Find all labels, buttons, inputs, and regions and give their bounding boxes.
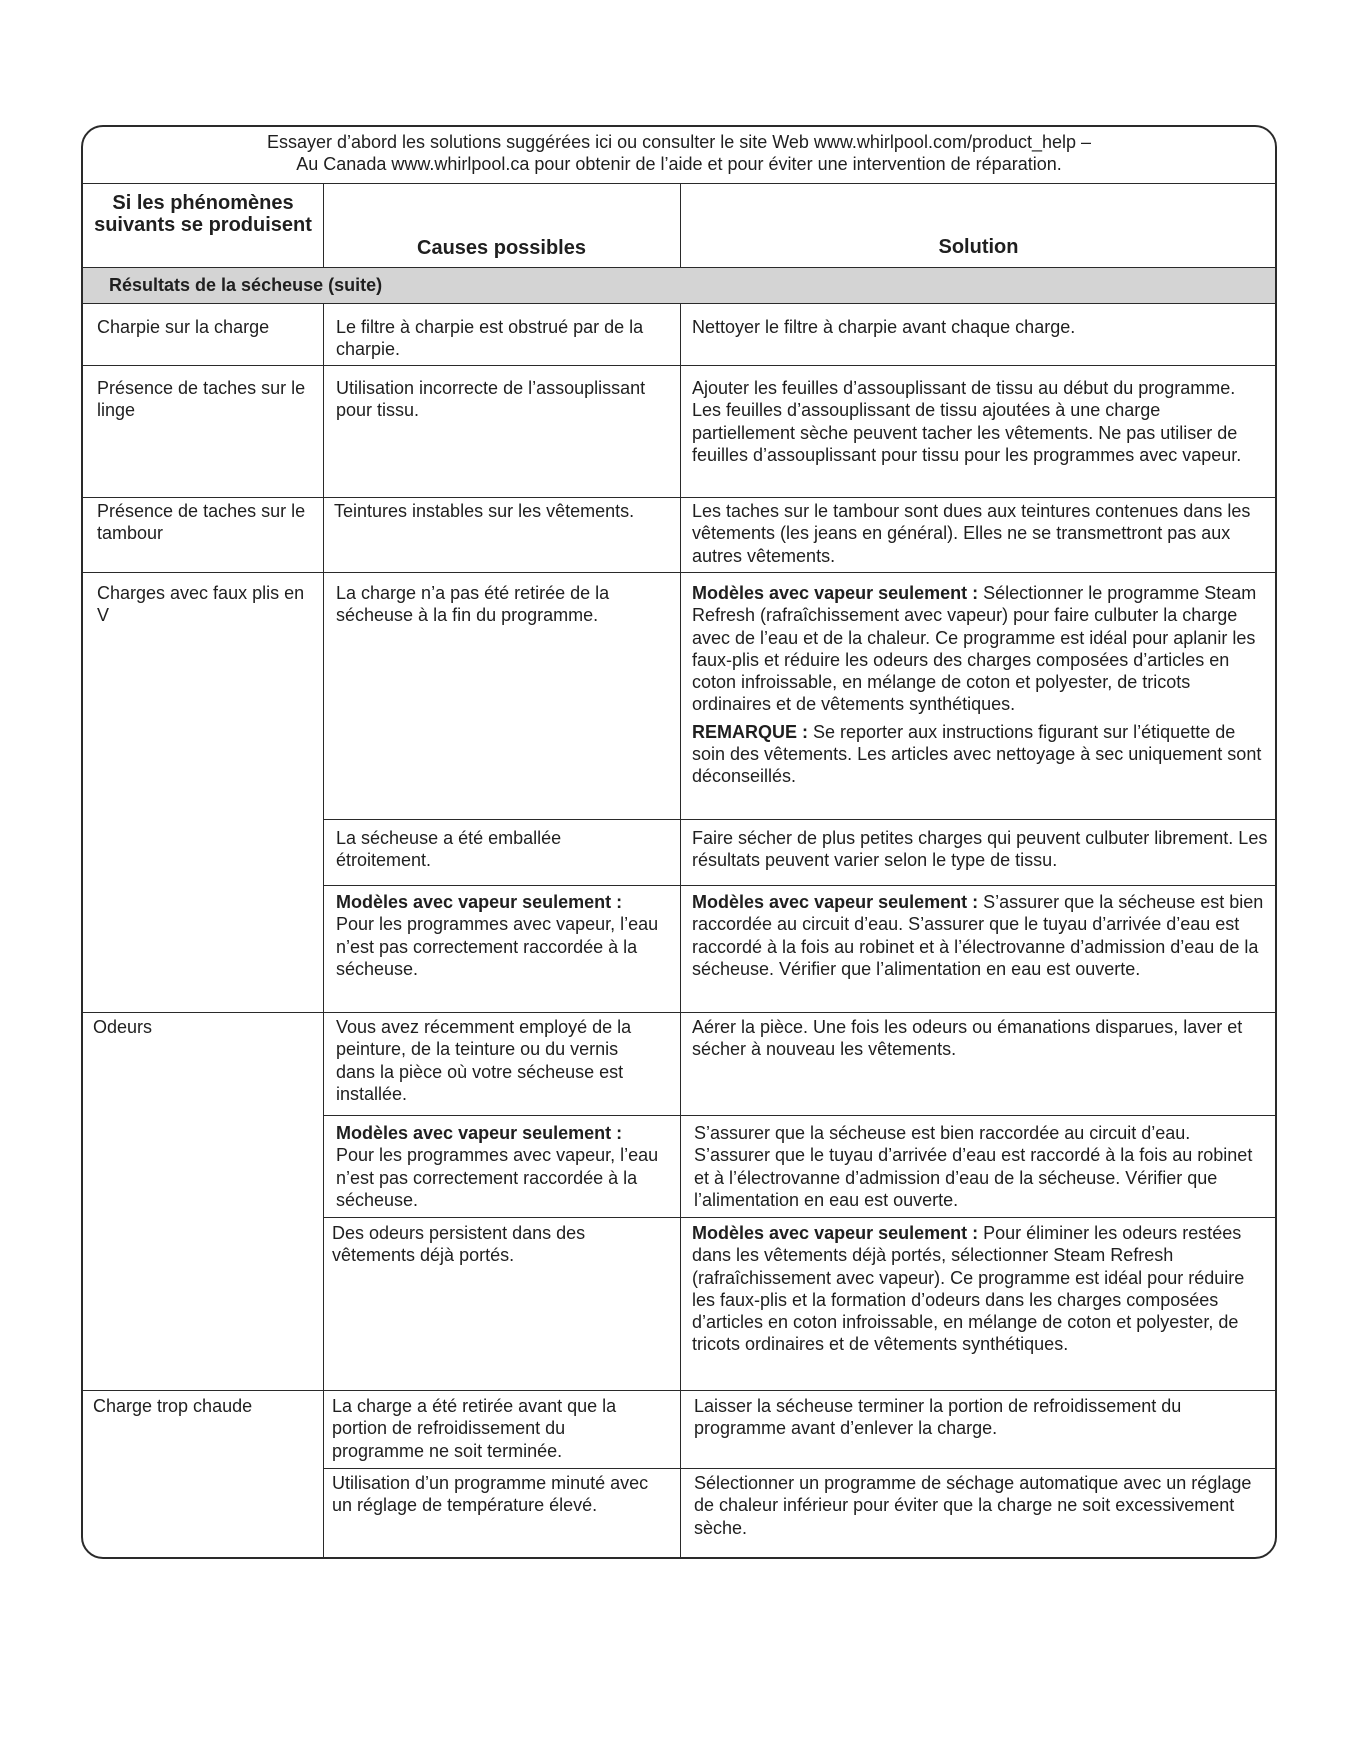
row-divider — [323, 1217, 1277, 1218]
solution-cell: Ajouter les feuilles d’assouplissant de tissu au début du programme. Les feuilles d’assouplissant de tissu ajoutées à une charge partiellement sèche peuvent tacher les vêtements. Ne pas utiliser de feuilles d’assouplissant pour tissu pour les programmes avec vapeur. — [692, 378, 1242, 465]
solution-cell: Laisser la sécheuse terminer la portion de refroidissement du programme avant d’enlever la charge. — [694, 1396, 1182, 1439]
cause-cell: La sécheuse a été emballée étroitement. — [336, 828, 562, 871]
steam-only-label: Modèles avec vapeur seulement : — [692, 1223, 979, 1243]
solution-cell: Nettoyer le filtre à charpie avant chaque charge. — [692, 317, 1076, 337]
intro-line-1: Essayer d’abord les solutions suggérées ici ou consulter le site Web www.whirlpool.com/product_help – — [266, 132, 1092, 152]
row-divider — [323, 1115, 1277, 1116]
solution-cell — [692, 1222, 1272, 1356]
row-divider — [83, 365, 1275, 366]
cause-text: Pour les programmes avec vapeur, l’eau n’est pas correctement raccordée à la sécheuse. — [336, 1145, 659, 1210]
steam-only-label: Modèles avec vapeur seulement : — [692, 892, 979, 912]
intro-text — [83, 127, 1275, 184]
header-problems: Si les phénomènes suivants se produisent — [94, 192, 312, 236]
solution-note — [692, 721, 1272, 788]
cause-cell: La charge a été retirée avant que la portion de refroidissement du programme ne soit terminée. — [332, 1396, 617, 1461]
row-divider — [323, 819, 1277, 820]
solution-cell: S’assurer que la sécheuse est bien raccordée au circuit d’eau. S’assurer que le tuyau d’arrivée d’eau est raccordé à la fois au robinet et à l’électrovanne d’admission d’eau de la sécheuse. Vérifier que l’alimentation en eau est ouverte. — [694, 1123, 1253, 1210]
cause-text: Pour les programmes avec vapeur, l’eau n’est pas correctement raccordée à la sécheuse. — [336, 914, 659, 979]
cause-cell: Utilisation d’un programme minuté avec un réglage de température élevé. — [332, 1473, 649, 1516]
problem-cell: Charge trop chaude — [93, 1396, 253, 1416]
row-divider — [323, 1468, 1277, 1469]
solution-text: Sélectionner le programme Steam Refresh (rafraîchissement avec vapeur) pour faire culbuter la charge avec de l’eau et de la chaleur. Ce programme est idéal pour aplanir les faux-plis et réduire les odeurs des charges composées d’articles en coton infroissable, en mélange de coton et polyester, de tricots ordinaires et de vêtements synthétiques. — [692, 583, 1257, 715]
note-label: REMARQUE : — [692, 721, 808, 742]
row-divider — [83, 572, 1275, 573]
header-solution: Solution — [938, 236, 1019, 258]
steam-only-label: Modèles avec vapeur seulement : — [692, 583, 979, 603]
problem-cell: Charpie sur la charge — [97, 317, 270, 337]
troubleshooting-table — [81, 125, 1277, 1559]
row-divider — [83, 1390, 1275, 1391]
problem-cell: Odeurs — [93, 1017, 153, 1037]
solution-text: S’assurer que la sécheuse est bien raccordée au circuit d’eau. S’assurer que le tuyau d’arrivée d’eau est raccordé à la fois au robinet et à l’électrovanne d’admission d’eau de la sécheuse. Vérifier que l’alimentation en eau est ouverte. — [692, 892, 1264, 979]
steam-only-label: Modèles avec vapeur seulement : — [336, 1123, 623, 1143]
solution-cell: Sélectionner un programme de séchage automatique avec un réglage de chaleur inférieur pour éviter que la charge ne soit excessivement sèche. — [694, 1473, 1252, 1538]
cause-cell — [336, 891, 666, 980]
cause-cell: Le filtre à charpie est obstrué par de la charpie. — [336, 317, 644, 360]
solution-text: Pour éliminer les odeurs restées dans les vêtements déjà portés, sélectionner Steam Refresh (rafraîchissement avec vapeur). Ce programme est idéal pour réduire les faux-plis et la formation d’odeurs dans les charges composées d’articles en coton infroissable, en mélange de coton et polyester, de tricots ordinaires et de vêtements synthétiques. — [692, 1223, 1245, 1355]
problem-cell: Présence de taches sur le tambour — [97, 501, 306, 544]
problem-cell: Charges avec faux plis en V — [97, 583, 305, 626]
solution-cell — [692, 582, 1272, 788]
cause-cell: Vous avez récemment employé de la peinture, de la teinture ou du vernis dans la pièce où votre sécheuse est installée. — [336, 1017, 632, 1104]
cause-cell: Teintures instables sur les vêtements. — [334, 501, 635, 521]
solution-cell — [692, 891, 1272, 980]
section-band: Résultats de la sécheuse (suite) — [83, 267, 1275, 304]
solution-cell: Les taches sur le tambour sont dues aux teintures contenues dans les vêtements (les jeans en général). Elles ne se transmettront pas aux autres vêtements. — [692, 501, 1251, 566]
column-divider — [323, 184, 324, 1557]
solution-cell: Faire sécher de plus petites charges qui peuvent culbuter librement. Les résultats peuvent varier selon le type de tissu. — [692, 828, 1268, 871]
header-causes: Causes possibles — [417, 237, 586, 259]
row-divider — [83, 1012, 1275, 1013]
cause-cell — [336, 1122, 666, 1211]
row-divider — [323, 885, 1277, 886]
solution-paragraph — [692, 582, 1272, 716]
note-text: Se reporter aux instructions figurant sur l’étiquette de soin des vêtements. Les articles avec nettoyage à sec uniquement sont déconseillés. — [692, 721, 1262, 787]
row-divider — [83, 497, 1275, 498]
problem-cell: Présence de taches sur le linge — [97, 378, 306, 421]
cause-cell: La charge n’a pas été retirée de la sécheuse à la fin du programme. — [336, 583, 610, 626]
solution-cell: Aérer la pièce. Une fois les odeurs ou émanations disparues, laver et sécher à nouveau les vêtements. — [692, 1017, 1243, 1060]
cause-cell: Des odeurs persistent dans des vêtements déjà portés. — [332, 1223, 586, 1266]
intro-line-2: Au Canada www.whirlpool.ca pour obtenir de l’aide et pour éviter une intervention de réparation. — [296, 154, 1062, 174]
steam-only-label: Modèles avec vapeur seulement : — [336, 892, 623, 912]
column-divider — [680, 184, 681, 1557]
cause-cell: Utilisation incorrecte de l’assouplissant pour tissu. — [336, 378, 646, 421]
